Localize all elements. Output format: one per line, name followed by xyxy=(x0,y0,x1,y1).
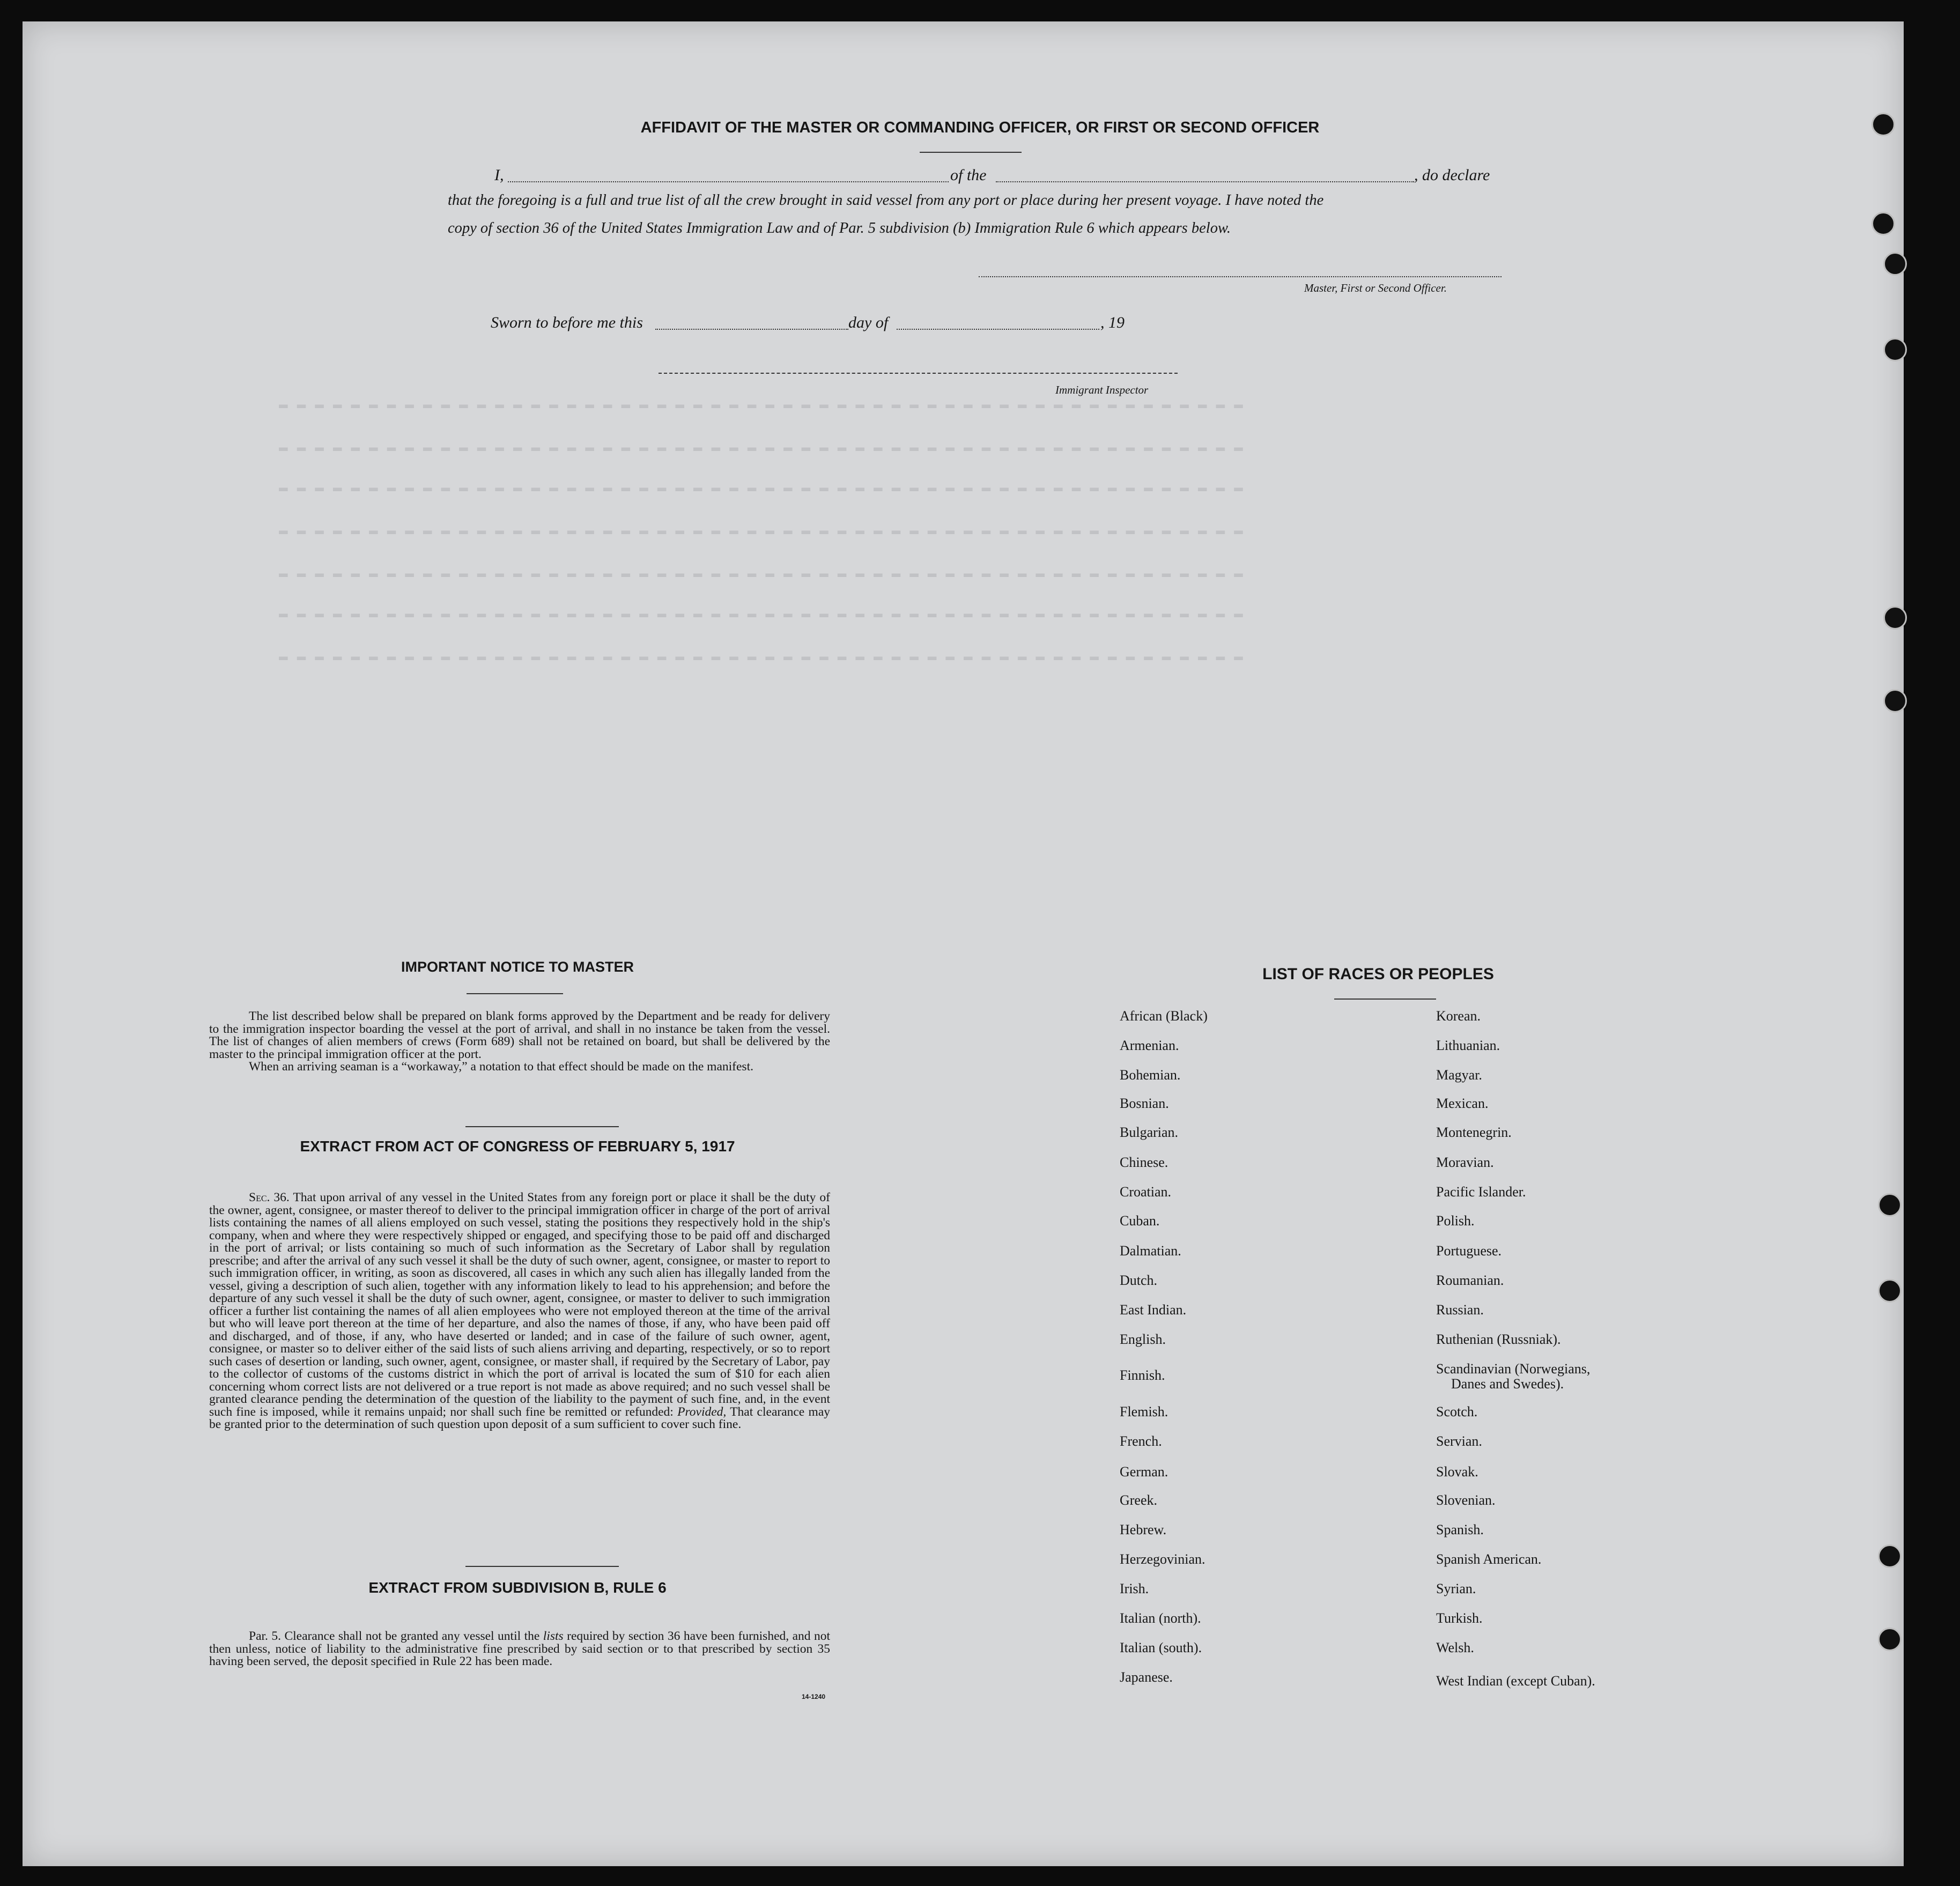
race-item: Pacific Islander. xyxy=(1436,1184,1526,1200)
race-item: Chinese. xyxy=(1120,1155,1168,1170)
master-name-blank xyxy=(508,181,949,182)
binder-hole-icon xyxy=(1883,606,1907,630)
inspector-caption: Immigrant Inspector xyxy=(1055,383,1149,396)
race-item: Turkish. xyxy=(1436,1610,1483,1626)
affidavit-heading: AFFIDAVIT OF THE MASTER OR COMMANDING OFFICER, OR FIRST OR SECOND OFFICER xyxy=(640,119,1320,136)
act-heading: EXTRACT FROM ACT OF CONGRESS OF FEBRUARY 5, 1917 xyxy=(300,1138,735,1155)
race-item: Bulgarian. xyxy=(1120,1125,1179,1140)
race-item: Cuban. xyxy=(1120,1213,1160,1229)
race-item: French. xyxy=(1120,1433,1162,1449)
sworn-day-of: day of xyxy=(848,314,889,331)
form-number: 14-1240 xyxy=(802,1693,826,1700)
divider xyxy=(920,152,1022,153)
master-signature-caption: Master, First or Second Officer. xyxy=(1304,282,1447,294)
race-item: Irish. xyxy=(1120,1581,1149,1596)
binder-hole-icon xyxy=(1878,1544,1902,1568)
divider xyxy=(465,1126,619,1127)
sworn-month-blank xyxy=(897,329,1099,330)
rule-heading: EXTRACT FROM SUBDIVISION B, RULE 6 xyxy=(368,1579,667,1596)
rule-text xyxy=(209,1630,830,1668)
rule-text-after: required by section 36 have been furnished, and not then unless, notice of liability to the administrative fine prescribed by said section or to that prescribed by section 35 having been served, the deposit specified in Rule 22 has been made. xyxy=(209,1629,831,1668)
sworn-day-blank xyxy=(655,329,848,330)
race-item: Italian (south). xyxy=(1120,1640,1202,1655)
race-item: Spanish. xyxy=(1436,1522,1484,1537)
race-item: Herzegovinian. xyxy=(1120,1551,1205,1567)
race-item-continuation: Danes and Swedes). xyxy=(1451,1376,1564,1392)
notice-paragraph-2: When an arriving seaman is a “workaway,” a notation to that effect should be made on the manifest. xyxy=(249,1060,753,1074)
affidavit-line3: copy of section 36 of the United States Immigration Law and of Par. 5 subdivision (b) Immigration Rule 6 which appears below. xyxy=(448,220,1231,236)
race-item: Greek. xyxy=(1120,1492,1158,1508)
race-item: Scandinavian (Norwegians, xyxy=(1436,1361,1591,1377)
race-item: Slovenian. xyxy=(1436,1492,1496,1508)
affidavit-line2: that the foregoing is a full and true list of all the crew brought in said vessel from any port or place during her present voyage. I have noted the xyxy=(448,192,1324,209)
race-item: East Indian. xyxy=(1120,1302,1187,1318)
race-item: Moravian. xyxy=(1436,1155,1494,1170)
binder-hole-icon xyxy=(1872,212,1895,235)
binder-hole-icon xyxy=(1878,1628,1902,1651)
divider xyxy=(467,993,563,994)
race-item: Welsh. xyxy=(1436,1640,1474,1655)
race-item: Croatian. xyxy=(1120,1184,1172,1200)
race-item: Flemish. xyxy=(1120,1404,1168,1419)
sworn-year: , 19 xyxy=(1100,314,1125,331)
act-body: That upon arrival of any vessel in the United States from any foreign port or place it shall be the duty of the owner, agent, consignee, or master thereof to deliver to the principal immigration officer in charge of the port of arrival lists containing the names of all aliens employed on such vessel, stating the positions they respectively hold in the ship's company, when and where they were respectively shipped or engaged, and specifying those to be paid off and discharged in the port of arrival; or lists containing so much of such information as the Secretary of Labor shall by regulation prescribe; and after the arrival of any such vessel it shall be the duty of such owner, agent, consignee, or master to report to such immigration officer, in writing, as soon as discovered, all cases in which any such alien has illegally landed from the vessel, giving a description of such alien, together with any information likely to lead to his apprehension; and before the departure of any such vessel it shall be the duty of such owner, agent, consignee, or master to deliver to such immigration officer a further list containing the names of all alien employees who were not employed thereon at the time of the arrival but who will leave port thereon at the time of her departure, and also the names of those, if any, who have been paid off and discharged, and of those, if any, who have deserted or landed; and in case of the failure of such owner, agent, consignee, or master so to deliver either of the said lists of such aliens arriving and departing, respectively, or so to report such cases of desertion or landing, such owner, agent, consignee, or master shall, if required by the Secretary of Labor, pay to the collector of customs of the customs district in which the port of arrival is located the sum of $10 for each alien concerning whom correct lists are not delivered or a true report is not made as above required; and no such vessel shall be granted clearance pending the determination of the question of the liability to the payment of such fine, and, in the event such fine is imposed, while it remains unpaid; nor shall such fine be remitted or refunded: xyxy=(209,1190,830,1419)
race-item: Slovak. xyxy=(1436,1464,1478,1480)
master-signature-line xyxy=(979,276,1502,277)
race-item: Russian. xyxy=(1436,1302,1484,1318)
race-item: West Indian (except Cuban). xyxy=(1436,1673,1595,1689)
race-item: Roumanian. xyxy=(1436,1273,1504,1288)
race-item: Portuguese. xyxy=(1436,1243,1502,1259)
act-proviso-text: That clearance may be granted prior to the determination of such question upon deposit of a sum sufficient to cover such fine. xyxy=(209,1404,830,1431)
race-item: Magyar. xyxy=(1436,1067,1482,1083)
notice-text xyxy=(209,1010,830,1074)
race-item: Polish. xyxy=(1436,1213,1475,1229)
affidavit-line1-declare: , do declare xyxy=(1414,166,1490,184)
vessel-name-blank xyxy=(996,181,1414,182)
race-item: English. xyxy=(1120,1332,1166,1347)
race-item: Dutch. xyxy=(1120,1273,1158,1288)
binder-hole-icon xyxy=(1883,338,1907,361)
race-item: Ruthenian (Russniak). xyxy=(1436,1332,1561,1347)
race-item: Hebrew. xyxy=(1120,1522,1167,1537)
act-sec-label: Sec. 36. xyxy=(249,1190,290,1204)
rule-italic-word: lists xyxy=(543,1629,564,1643)
divider xyxy=(1334,999,1436,1000)
notice-paragraph-1: The list described below shall be prepared on blank forms approved by the Department and be ready for delivery to the immigration inspector boarding the vessel at the port of arrival, and shall in no instance be taken from the vessel. The list of changes of alien members of crews (Form 689) shall not be retained on board, but shall be delivered by the master to the principal immigration officer at the port. xyxy=(209,1009,830,1061)
race-item: Mexican. xyxy=(1436,1096,1489,1111)
race-item: Bosnian. xyxy=(1120,1096,1169,1111)
act-proviso-word: Provided, xyxy=(677,1404,727,1419)
inspector-signature-line xyxy=(659,373,1178,374)
race-item: Armenian. xyxy=(1120,1038,1179,1053)
race-item: Finnish. xyxy=(1120,1367,1165,1383)
affidavit-line1-i: I, xyxy=(494,166,504,184)
race-item: Japanese. xyxy=(1120,1669,1173,1685)
race-item: Montenegrin. xyxy=(1436,1125,1512,1140)
race-item: German. xyxy=(1120,1464,1168,1480)
race-item: Scotch. xyxy=(1436,1404,1478,1419)
race-item: Dalmatian. xyxy=(1120,1243,1181,1259)
race-item: Bohemian. xyxy=(1120,1067,1181,1083)
race-item: Italian (north). xyxy=(1120,1610,1201,1626)
race-item: Lithuanian. xyxy=(1436,1038,1500,1053)
race-item: Korean. xyxy=(1436,1008,1481,1024)
sworn-prefix: Sworn to before me this xyxy=(491,314,643,331)
act-text xyxy=(209,1192,830,1431)
notice-heading: IMPORTANT NOTICE TO MASTER xyxy=(401,959,634,975)
race-item: Spanish American. xyxy=(1436,1551,1542,1567)
binder-hole-icon xyxy=(1883,252,1907,276)
race-item: Servian. xyxy=(1436,1433,1482,1449)
binder-hole-icon xyxy=(1878,1279,1902,1303)
divider xyxy=(465,1566,619,1567)
affidavit-line1-of-the: of the xyxy=(950,166,987,184)
race-item: Syrian. xyxy=(1436,1581,1476,1596)
race-item: African (Black) xyxy=(1120,1008,1208,1024)
races-heading: LIST OF RACES OR PEOPLES xyxy=(1262,965,1494,983)
binder-hole-icon xyxy=(1878,1193,1902,1217)
binder-hole-icon xyxy=(1883,689,1907,713)
rule-text-before: Par. 5. Clearance shall not be granted any vessel until the xyxy=(249,1629,540,1643)
